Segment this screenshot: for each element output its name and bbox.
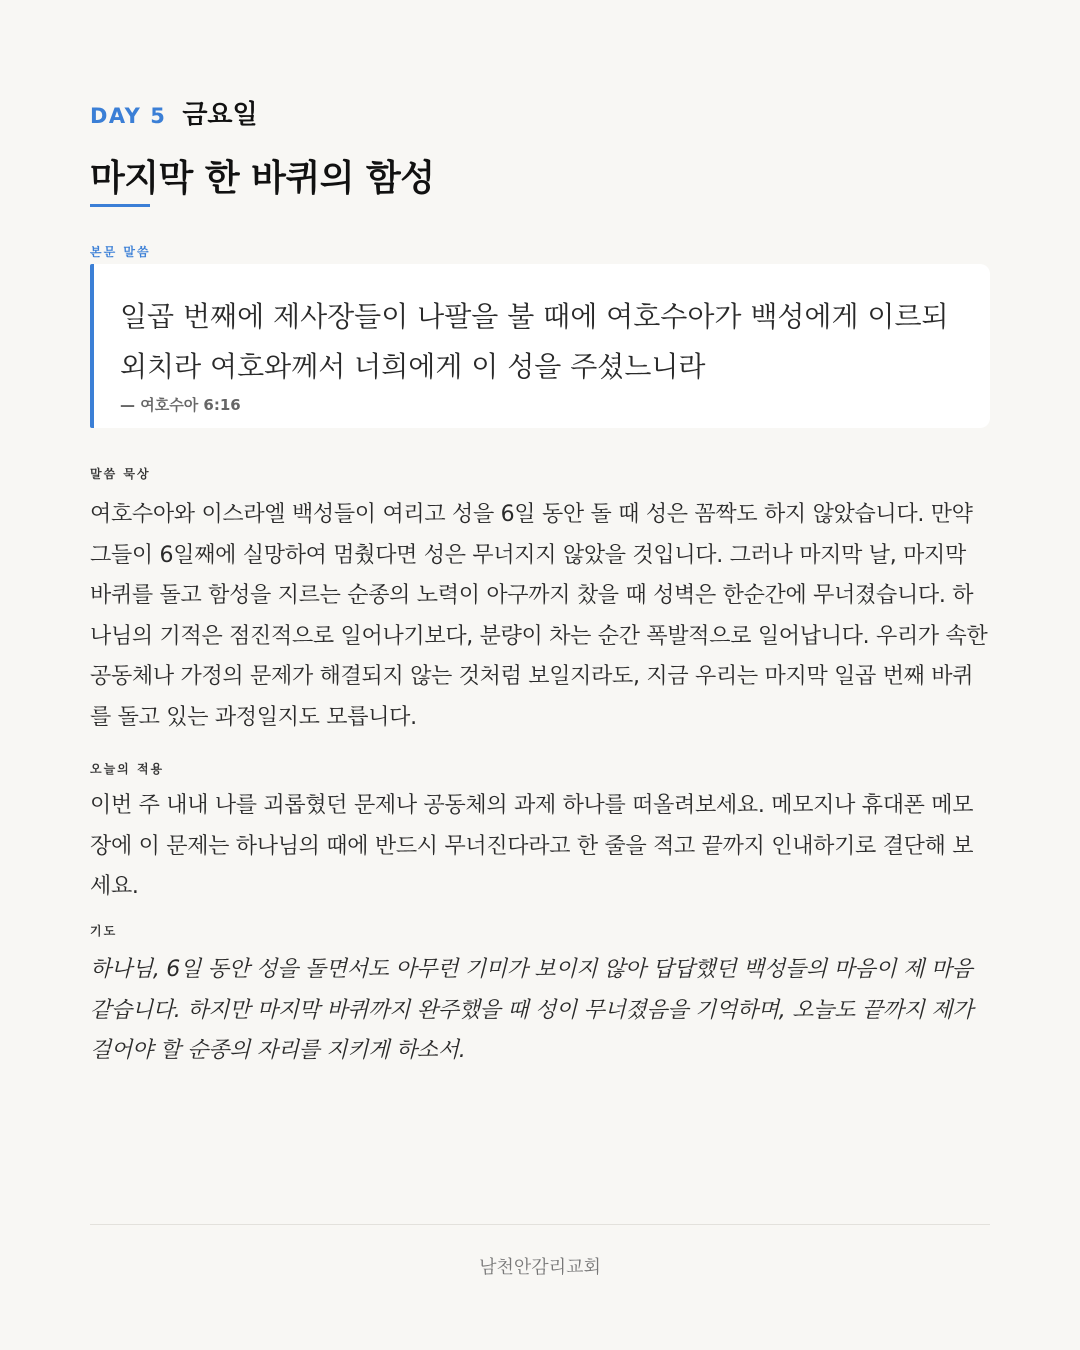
footer-church-name: 남천안감리교회 — [479, 1257, 601, 1278]
scripture-card — [90, 264, 990, 428]
meditation-text: 여호수아와 이스라엘 백성들이 여리고 성을 6일 동안 돌 때 성은 꼼짝도 하지 않았습니다. 만약 그들이 6일째에 실망하여 멈췄다면 성은 무너지지 않았을 것입니다. 그러나 마지막 날, 마지막 바퀴를 돌고 함성을 지르는 순종의 노력이 아구까지 찼을 때 성벽은 한순간에 무너졌습니다. 하나님의 기적은 점진적으로 일어나기보다, 분량이 차는 순간 폭발적으로 일어납니다. 우리가 속한 공동체나 가정의 문제가 해결되지 않는 것처럼 보일지라도, 지금 우리는 마지막 일곱 번째 바퀴를 돌고 있는 과정일지도 모릅니다. — [90, 502, 988, 730]
day-header — [90, 94, 258, 131]
title-underline — [90, 204, 150, 207]
scripture-reference: — 여호수아 6:16 — [120, 396, 241, 414]
page-title: 마지막 한 바퀴의 함성 — [90, 158, 435, 199]
weekday-label: 금요일 — [182, 100, 258, 130]
footer-divider — [90, 1224, 990, 1225]
prayer-section-label: 기도 — [90, 924, 118, 938]
devotional-page — [90, 0, 990, 1350]
scripture-text: 일곱 번째에 제사장들이 나팔을 불 때에 여호수아가 백성에게 이르되 외치라 여호와께서 너희에게 이 성을 주셨느니라 — [120, 300, 949, 383]
day-label: DAY 5 — [90, 104, 167, 128]
prayer-text: 하나님, 6일 동안 성을 돌면서도 아무런 기미가 보이지 않아 답답했던 백성들의 마음이 제 마음 같습니다. 하지만 마지막 바퀴까지 완주했을 때 성이 무너졌음을 기억하며, 오늘도 끝까지 제가 걸어야 할 순종의 자리를 지키게 하소서. — [90, 957, 974, 1063]
scripture-section-label: 본문 말씀 — [90, 245, 151, 259]
application-text: 이번 주 내내 나를 괴롭혔던 문제나 공동체의 과제 하나를 떠올려보세요. 메모지나 휴대폰 메모장에 이 문제는 하나님의 때에 반드시 무너진다라고 한 줄을 적고 끝까지 인내하기로 결단해 보세요. — [90, 793, 974, 899]
application-section-label: 오늘의 적용 — [90, 762, 165, 776]
meditation-section-label: 말씀 묵상 — [90, 467, 151, 481]
